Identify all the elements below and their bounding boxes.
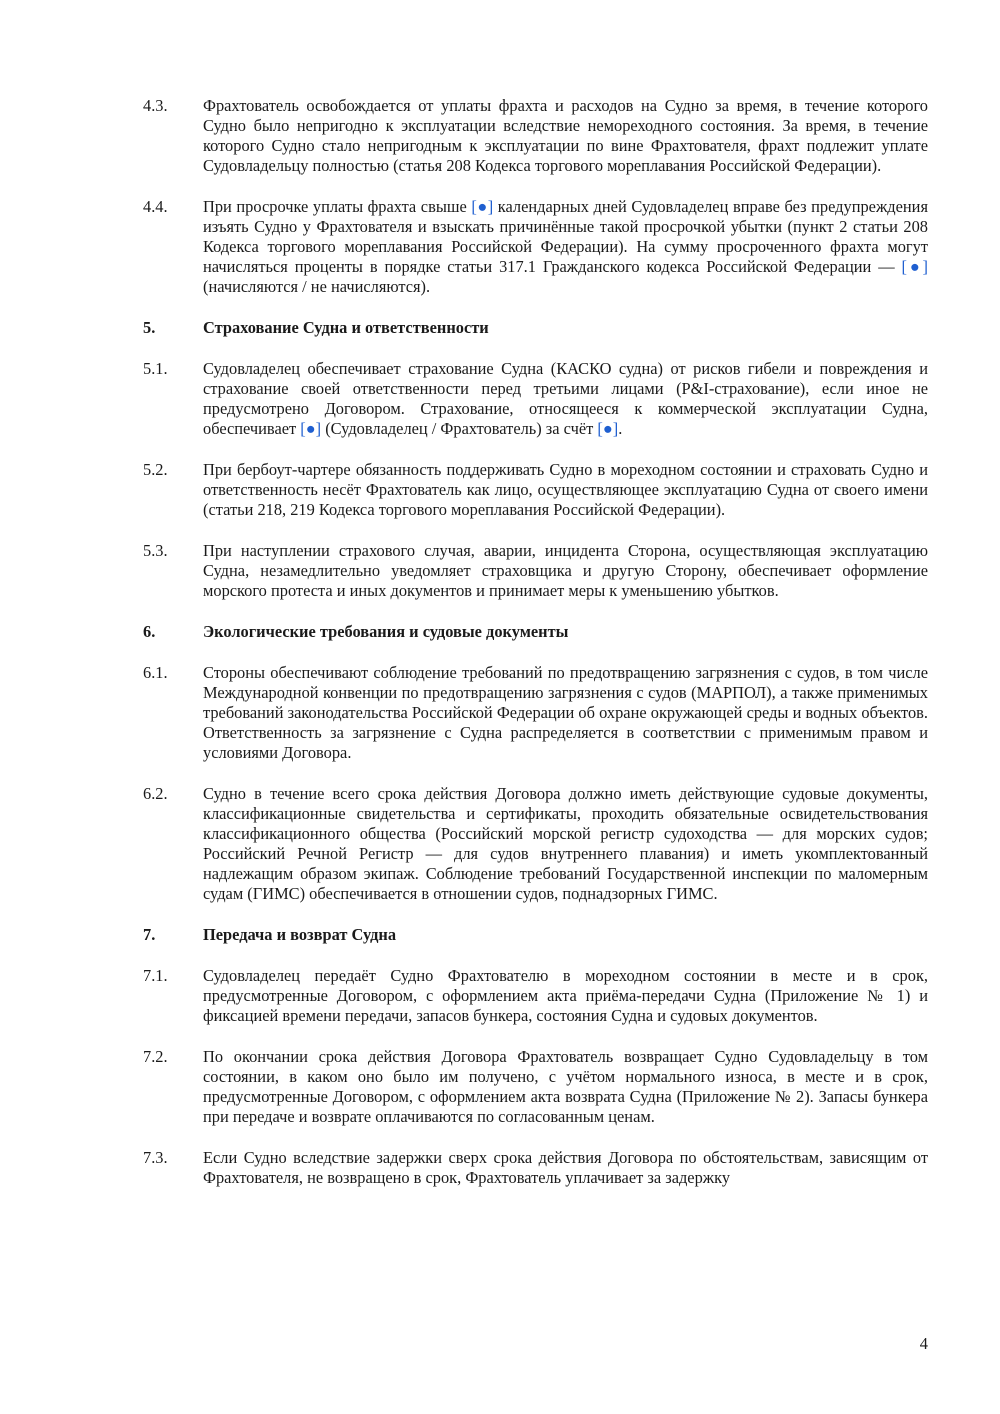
- document-body: [143, 96, 928, 1209]
- clause-text: [203, 197, 928, 297]
- clause-text-run: По окончании срока действия Договора Фрахтователь возвращает Судно Судовладельцу в том состоянии, в каком оно было им получено, с учётом нормального износа, в месте и в срок, предусмотренные Договором, с оформлением акта возврата Судна (Приложение № 2). Запасы бункера при передаче и возврате оплачиваются по согласованным ценам.: [203, 1047, 928, 1126]
- clause: [143, 96, 928, 176]
- clause-text-run: Фрахтователь освобождается от уплаты фрахта и расходов на Судно за время, в течение которого Судно было непригодно к эксплуатации вследствие немореходного состояния. За время, в течение которого Судно стало непригодным к эксплуатации по вине Фрахтователя, фрахт подлежит уплате Судовладельцу полностью (статья 208 Кодекса торгового мореплавания Российской Федерации).: [203, 96, 928, 175]
- clause-text-run: Судовладелец обеспечивает страхование Судна (КАСКО судна) от рисков гибели и повреждения и страхование своей ответственности перед третьими лицами (P&I-страхование), если иное не предусмотрено Договором. Страхование, относящееся к коммерческой эксплуатации Судна, обеспечивает: [203, 359, 928, 438]
- clause-text-run: .: [618, 419, 623, 438]
- clause-text-run: Судно в течение всего срока действия Договора должно иметь действующие судовые документы, классификационные свидетельства и сертификаты, проходить обязательные освидетельствования классификационного общества (Российский морской регистр судоходства — для морских судов; Российский Речной Регистр — для судов внутреннего плавания) и иметь укомплектованный надлежащим образом экипаж. Соблюдение требований Государственной инспекции по маломерным судам (ГИМС) обеспечивается в отношении судов, поднадзорных ГИМС.: [203, 784, 928, 903]
- clause: [143, 460, 928, 520]
- clause-number: 7.3.: [143, 1148, 168, 1167]
- clause-text-run: При просрочке уплаты фрахта свыше: [203, 197, 472, 216]
- clause-text: [203, 966, 928, 1026]
- clause-number: 4.3.: [143, 96, 168, 115]
- clause: [143, 663, 928, 763]
- section-heading: [143, 925, 928, 945]
- clause-text-run: (Судовладелец / Фрахтователь) за счёт: [321, 419, 598, 438]
- clause-text: [203, 1148, 928, 1188]
- clause-text-run: При бербоут-чартере обязанность поддерживать Судно в мореходном состоянии и страховать Судно и ответственность несёт Фрахтователь как лицо, осуществляющее эксплуатацию Судна от своего имени (статьи 218, 219 Кодекса торгового мореплавания Российской Федерации).: [203, 460, 928, 519]
- clause-text: [203, 784, 928, 904]
- clause-text: [203, 359, 928, 439]
- clause: [143, 359, 928, 439]
- clause: [143, 197, 928, 297]
- placeholder-marker: [●]: [901, 257, 928, 276]
- clause-number: 7.2.: [143, 1047, 168, 1066]
- section-heading: [143, 318, 928, 338]
- section-title: Экологические требования и судовые документы: [203, 622, 569, 641]
- clause: [143, 1047, 928, 1127]
- clause-text-run: Стороны обеспечивают соблюдение требований по предотвращению загрязнения с судов, в том числе Международной конвенции по предотвращению загрязнения с судов (МАРПОЛ), а также применимых требований законодательства Российской Федерации об охране окружающей среды и водных объектов. Ответственность за загрязнение с Судна распределяется в соответствии с применимым правом и условиями Договора.: [203, 663, 928, 762]
- section-title: Страхование Судна и ответственности: [203, 318, 489, 337]
- section-number: 5.: [143, 318, 156, 337]
- clause-text-run: Судовладелец передаёт Судно Фрахтователю в мореходном состоянии в месте и в срок, предусмотренные Договором, с оформлением акта приёма-передачи Судна (Приложение № 1) и фиксацией времени передачи, запасов бункера, состояния Судна и судовых документов.: [203, 966, 928, 1025]
- clause-number: 4.4.: [143, 197, 168, 216]
- clause-text: [203, 460, 928, 520]
- placeholder-marker: [●]: [300, 419, 322, 438]
- section-title: Передача и возврат Судна: [203, 925, 397, 944]
- clause-text: [203, 96, 928, 176]
- placeholder-marker: [●]: [471, 197, 494, 216]
- clause-text: [203, 1047, 928, 1127]
- clause-text-run: календарных дней Судовладелец вправе без предупреждения изъять Судно у Фрахтователя и взыскать причинённые такой просрочкой убытки (пункт 2 статьи 208 Кодекса торгового мореплавания Российской Федерации). На сумму просроченного фрахта могут начисляться проценты в порядке статьи 317.1 Гражданского кодекса Российской Федерации —: [203, 197, 928, 276]
- section-heading: [143, 622, 928, 642]
- clause-text-run: (начисляются / не начисляются).: [203, 277, 431, 296]
- clause-number: 5.2.: [143, 460, 168, 479]
- page-number: 4: [919, 1334, 928, 1353]
- section-number: 7.: [143, 925, 156, 944]
- clause: [143, 1148, 928, 1188]
- clause-number: 6.2.: [143, 784, 168, 803]
- clause: [143, 784, 928, 904]
- placeholder-marker: [●]: [597, 419, 619, 438]
- clause-text: [203, 663, 928, 763]
- clause-number: 5.1.: [143, 359, 168, 378]
- clause: [143, 966, 928, 1026]
- clause-text: [203, 541, 928, 601]
- clause: [143, 541, 928, 601]
- clause-number: 5.3.: [143, 541, 168, 560]
- clause-text-run: Если Судно вследствие задержки сверх срока действия Договора по обстоятельствам, зависящим от Фрахтователя, не возвращено в срок, Фрахтователь уплачивает за задержку: [203, 1148, 928, 1187]
- section-number: 6.: [143, 622, 156, 641]
- clause-number: 7.1.: [143, 966, 168, 985]
- clause-number: 6.1.: [143, 663, 168, 682]
- clause-text-run: При наступлении страхового случая, аварии, инцидента Сторона, осуществляющая эксплуатацию Судна, незамедлительно уведомляет страховщика и другую Сторону, обеспечивает оформление морского протеста и иных документов и принимает меры к уменьшению убытков.: [203, 541, 928, 600]
